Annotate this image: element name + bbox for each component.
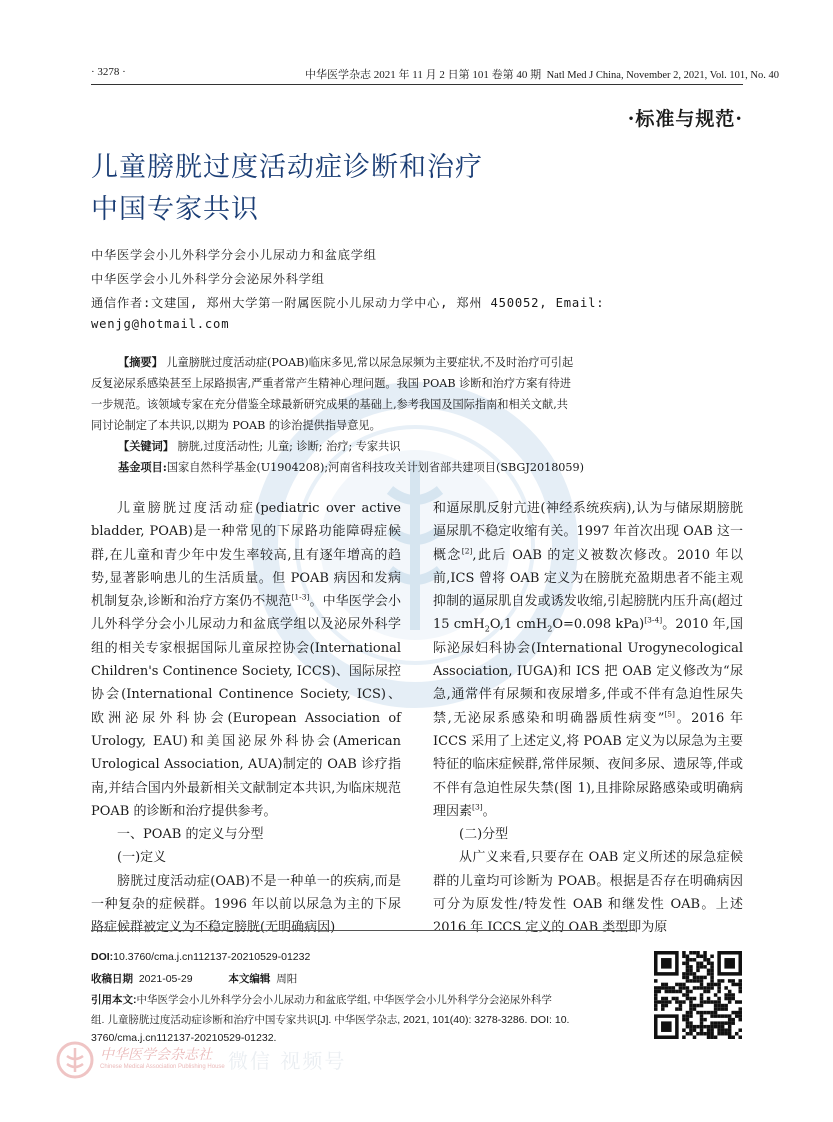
cite-text-1: 中华医学会小儿外科学分会小儿尿动力和盆底学组, 中华医学会小儿外科学分会泌尿外科学 [136, 994, 552, 1006]
correspondence: 通信作者:文建国, 郑州大学第一附属医院小儿尿动力学中心, 郑州 450052, Email: [91, 296, 605, 310]
journal-name-cn: 中华医学杂志 2021 年 11 月 2 日第 101 卷第 40 期 [305, 69, 542, 81]
section-tag: ·标准与规范· [627, 108, 743, 130]
text-span: 。2010 年,国际泌尿妇科协会(International Urogynecological Association, IUGA)和 ICS 把 OAB 定义修改为“尿急,通常伴有尿频和夜尿增多,伴或不伴有急迫性尿失禁,无泌尿系感染和明确器质性病变” [433, 617, 743, 726]
abstract-line-2: 反复泌尿系感染甚至上尿路损害,严重者常产生精神心理问题。我国 POAB 诊断和治疗方案有待进 [91, 377, 571, 390]
keywords-text: 膀胱,过度活动性; 儿童; 诊断; 治疗; 专家共识 [177, 440, 401, 453]
fund-label: 基金项目: [118, 460, 167, 474]
subscript: 2 [484, 625, 490, 635]
citation-line-3: 3760/cma.j.cn112137-20210529-01232. [91, 1032, 277, 1044]
citation[interactable]: [5] [664, 709, 675, 719]
citation-line-2: 组. 儿童膀胱过度活动症诊断和治疗中国专家共识[J]. 中华医学杂志, 2021, 101(40): 3278-3286. DOI: 10. [91, 1014, 570, 1026]
citation-line-1 [91, 992, 552, 1007]
text-span: 和逼尿肌反射亢进(神经系统疾病),认为与储尿期膀胱逼尿肌不稳定收缩有关。1997 年首次出现 OAB 这一概念 [433, 501, 743, 563]
header-rule [91, 84, 743, 85]
citation[interactable]: [3] [472, 802, 483, 812]
publisher-name-cn: 中华医学会杂志社 [100, 1047, 212, 1063]
doi-link[interactable]: 10.3760/cma.j.cn112137-20210529-01232 [113, 951, 311, 963]
cite-label: 引用本文: [91, 994, 137, 1006]
body-paragraph-2: 膀胱过度活动症(OAB)不是一种单一的疾病,而是一种复杂的症候群。1996 年以前以尿急为主的下尿路症候群被定义为不稳定膀胱(无明确病因) [91, 873, 401, 936]
abstract-line-4: 同讨论制定了本共识,以期为 POAB 的诊治提供指导意见。 [91, 419, 381, 432]
subsection-heading-definition: (一)定义 [117, 850, 167, 866]
doi-label: DOI: [91, 951, 114, 963]
editor-name: 周阳 [276, 973, 298, 985]
email-link[interactable]: wenjg@hotmail.com [91, 317, 230, 331]
fund-text: 国家自然科学基金(U1904208);河南省科技攻关计划省部共建项目(SBGJ2018059) [166, 461, 585, 474]
text-span: O,1 cmH [489, 617, 548, 633]
author-org-2: 中华医学会小儿外科学分会泌尿外科学组 [91, 272, 325, 286]
fund [118, 459, 584, 475]
body-paragraph-3 [433, 497, 743, 823]
citation[interactable]: [3-4] [644, 616, 663, 626]
body-paragraph-4: 从广义来看,只要存在 OAB 定义所述的尿急症候群的儿童均可诊断为 POAB。根据是否存在明确病因可分为原发性/特发性 OAB 和继发性 OAB。上述 2016 年 ICCS 定义的 OAB 类型即为原 [433, 850, 743, 936]
abstract-text-1: 儿童膀胱过度活动症(POAB)临床多见,常以尿急尿频为主要症状,不及时治疗可引起 [166, 356, 574, 369]
received-date: 2021-05-29 [138, 973, 193, 985]
journal-header [305, 66, 779, 82]
section-heading-1: 一、POAB 的定义与分型 [117, 827, 264, 843]
body-right-column [433, 497, 743, 940]
article-title-line1: 儿童膀胱过度活动症诊断和治疗 [91, 152, 483, 183]
editor-label: 本文编辑 [228, 973, 271, 985]
abstract-label: 【摘要】 [118, 355, 163, 369]
author-org-1: 中华医学会小儿外科学分会小儿尿动力和盆底学组 [91, 248, 377, 262]
body-left-column [91, 497, 401, 940]
citation[interactable]: [2] [461, 546, 473, 556]
citation[interactable]: [1-3] [291, 592, 310, 602]
abstract-line-1 [118, 354, 573, 370]
social-marks: 微信 视频号 [228, 1049, 347, 1073]
keywords-label: 【关键词】 [118, 439, 174, 453]
keywords [118, 438, 401, 454]
page-number: · 3278 · [91, 66, 126, 78]
article-title-line2: 中国专家共识 [91, 194, 259, 225]
doi [91, 951, 310, 963]
received-label: 收稿日期 [91, 973, 133, 985]
text-span: 。2016 年 ICCS 采用了上述定义,将 POAB 定义为以尿急为主要特征的临床症候群,常伴尿频、夜间多尿、遗尿等,伴或不伴有急迫性尿失禁(图 1),且排除尿路感染或明确病理因素 [433, 710, 743, 819]
publisher-name-en: Chinese Medical Association Publishing House [100, 1064, 225, 1070]
text-span: 。中华医学会小儿外科学分会小儿尿动力和盆底学组以及泌尿外科学组的相关专家根据国际儿童尿控协会(International Children's Continence Society, ICCS)、国际尿控协会(International Continence Society, ICS)、欧洲泌尿外科协会(European Association of Urology, EAU)和美国泌尿外科协会(American Urological Association, AUA)制定的 OAB 诊疗指南,并结合国内外最新相关文献制定本共识,为临床规范 POAB 的诊断和治疗提供参考。 [91, 594, 401, 819]
text-span: ,此后 OAB 的定义被数次修改。2010 年以前,ICS 曾将 OAB 定义为在膀胱充盈期患者不能主观抑制的逼尿肌自发或诱发收缩,引起膀胱内压升高(超过 15 cmH [433, 547, 743, 633]
footer-rule [91, 930, 634, 931]
text-span: 儿童膀胱过度活动症(pediatric over active bladder, POAB)是一种常见的下尿路功能障碍症候群,在儿童和青少年中发生率较高,且有逐年增高的趋势,显著影响患儿的生活质量。但 POAB 病因和发病机制复杂,诊断和治疗方案仍不规范 [91, 501, 401, 610]
body-paragraph-1 [91, 497, 401, 823]
subscript: 2 [547, 625, 553, 635]
qr-code[interactable] [654, 951, 742, 1039]
subsection-heading-classification: (二)分型 [459, 827, 509, 843]
publisher-logo-icon [55, 1040, 95, 1080]
dates [91, 971, 297, 986]
text-span: 。 [482, 803, 496, 819]
abstract-line-3: 一步规范。该领域专家在充分借鉴全球最新研究成果的基础上,参考我国及国际指南和相关文献,共 [91, 398, 568, 411]
journal-name-en: Natl Med J China, November 2, 2021, Vol. 101, No. 40 [546, 70, 779, 81]
text-span: O=0.098 kPa) [552, 617, 645, 633]
